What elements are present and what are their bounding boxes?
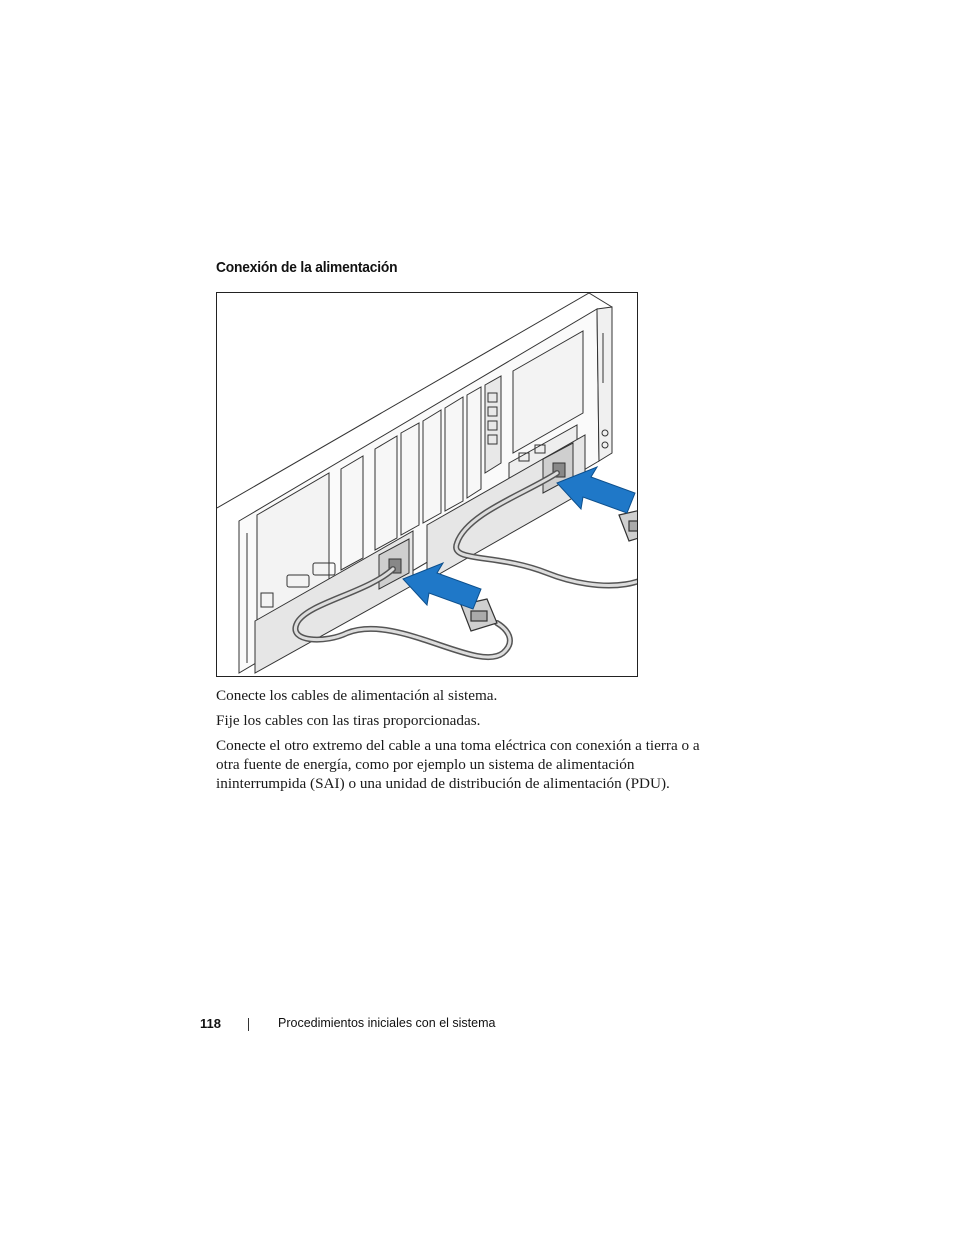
footer-separator xyxy=(248,1018,249,1031)
page-number: 118 xyxy=(200,1016,221,1031)
footer-section-title: Procedimientos iniciales con el sistema xyxy=(278,1016,496,1030)
instruction-paragraph: Conecte el otro extremo del cable a una toma eléctrica con conexión a tierra o a otra fuente de energía, como por ejemplo un sistema de alimentación ininterrumpida (SAI) o una unidad de distribución de alimentación (PDU). xyxy=(216,737,700,792)
server-chassis-icon xyxy=(217,293,612,673)
plug-right-icon xyxy=(619,509,637,541)
section-heading: Conexión de la alimentación xyxy=(216,259,398,276)
power-connection-illustration xyxy=(216,292,638,677)
instruction-paragraph: Fije los cables con las tiras proporcionadas. xyxy=(216,712,481,729)
instruction-paragraph: Conecte los cables de alimentación al sistema. xyxy=(216,687,498,704)
